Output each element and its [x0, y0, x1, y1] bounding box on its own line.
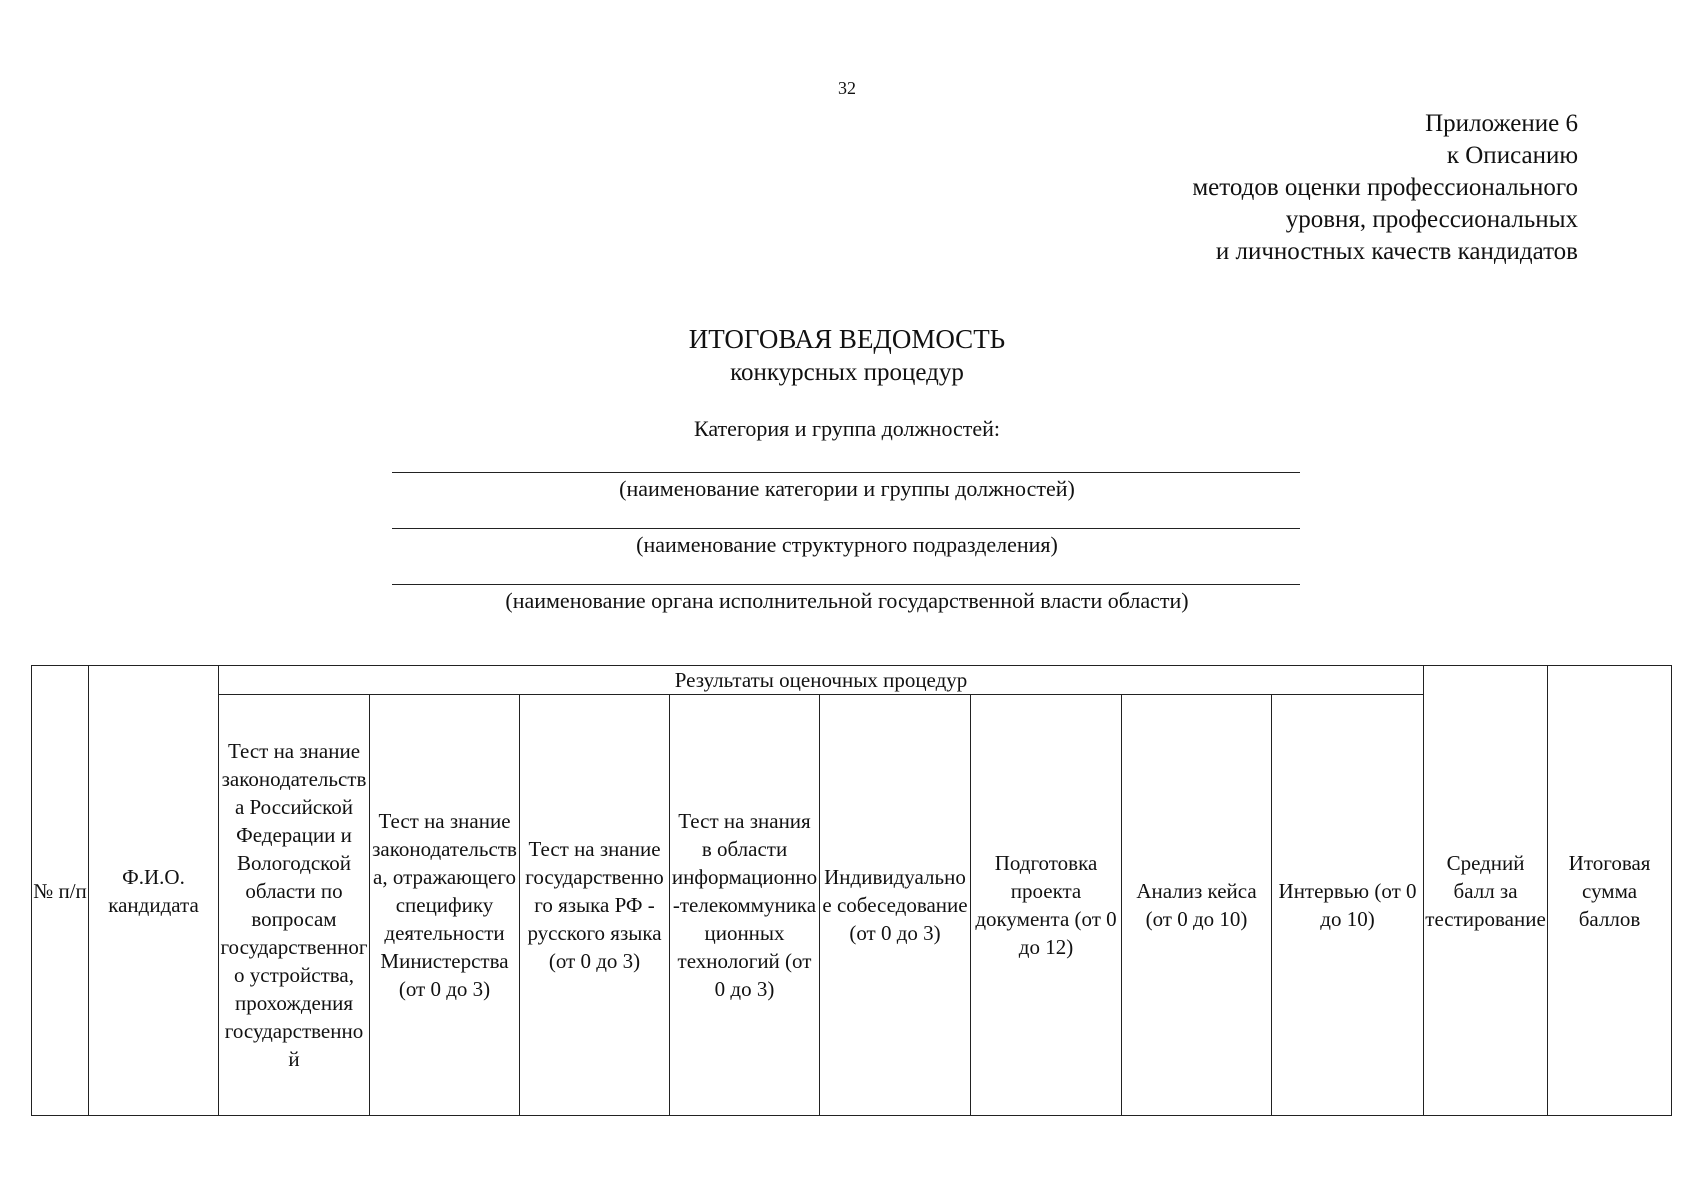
- header-candidate-name: Ф.И.О. кандидата: [89, 666, 219, 1116]
- document-subtitle: конкурсных процедур: [730, 359, 964, 386]
- header-average-score: Средний балл за тестирование: [1424, 666, 1548, 1116]
- authority-caption: (наименование органа исполнительной государственной власти области): [505, 588, 1189, 613]
- header-test-legislation-rf: Тест на знание законодательства Российской Федерации и Вологодской области по вопросам государственного устройства, прохождения государственной: [219, 695, 370, 1116]
- appendix-line: к Описанию: [1446, 142, 1578, 169]
- appendix-line: и личностных качеств кандидатов: [1215, 238, 1578, 265]
- header-number: № п/п: [32, 666, 89, 1116]
- category-label: Категория и группа должностей:: [693, 416, 1001, 441]
- header-individual-interview: Индивидуальное собеседование (от 0 до 3): [820, 695, 971, 1116]
- appendix-line: методов оценки профессионального: [1192, 174, 1578, 201]
- header-case-analysis: Анализ кейса (от 0 до 10): [1122, 695, 1272, 1116]
- appendix-line: Приложение 6: [1425, 110, 1578, 137]
- authority-fill-line: [392, 584, 1300, 585]
- header-document-project: Подготовка проекта документа (от 0 до 12): [971, 695, 1122, 1116]
- header-test-ministry-legislation: Тест на знание законодательства, отражающего специфику деятельности Министерства (от 0 до 3): [370, 695, 520, 1116]
- header-total-score: Итоговая сумма баллов: [1548, 666, 1672, 1116]
- category-caption: (наименование категории и группы должностей): [619, 476, 1075, 501]
- page-number: 32: [838, 78, 856, 98]
- document-title: ИТОГОВАЯ ВЕДОМОСТЬ: [688, 324, 1006, 354]
- header-test-ict: Тест на знания в области информационно-телекоммуникационных технологий (от 0 до 3): [670, 695, 820, 1116]
- appendix-line: уровня, профессиональных: [1285, 206, 1578, 233]
- category-fill-line: [392, 472, 1300, 473]
- appendix-block: [1192, 108, 1578, 268]
- department-caption: (наименование структурного подразделения): [636, 532, 1058, 557]
- results-table: [31, 665, 1672, 1116]
- department-fill-line: [392, 528, 1300, 529]
- header-results-group: Результаты оценочных процедур: [219, 666, 1424, 695]
- header-interview: Интервью (от 0 до 10): [1272, 695, 1424, 1116]
- header-test-russian-language: Тест на знание государственного языка РФ - русского языка (от 0 до 3): [520, 695, 670, 1116]
